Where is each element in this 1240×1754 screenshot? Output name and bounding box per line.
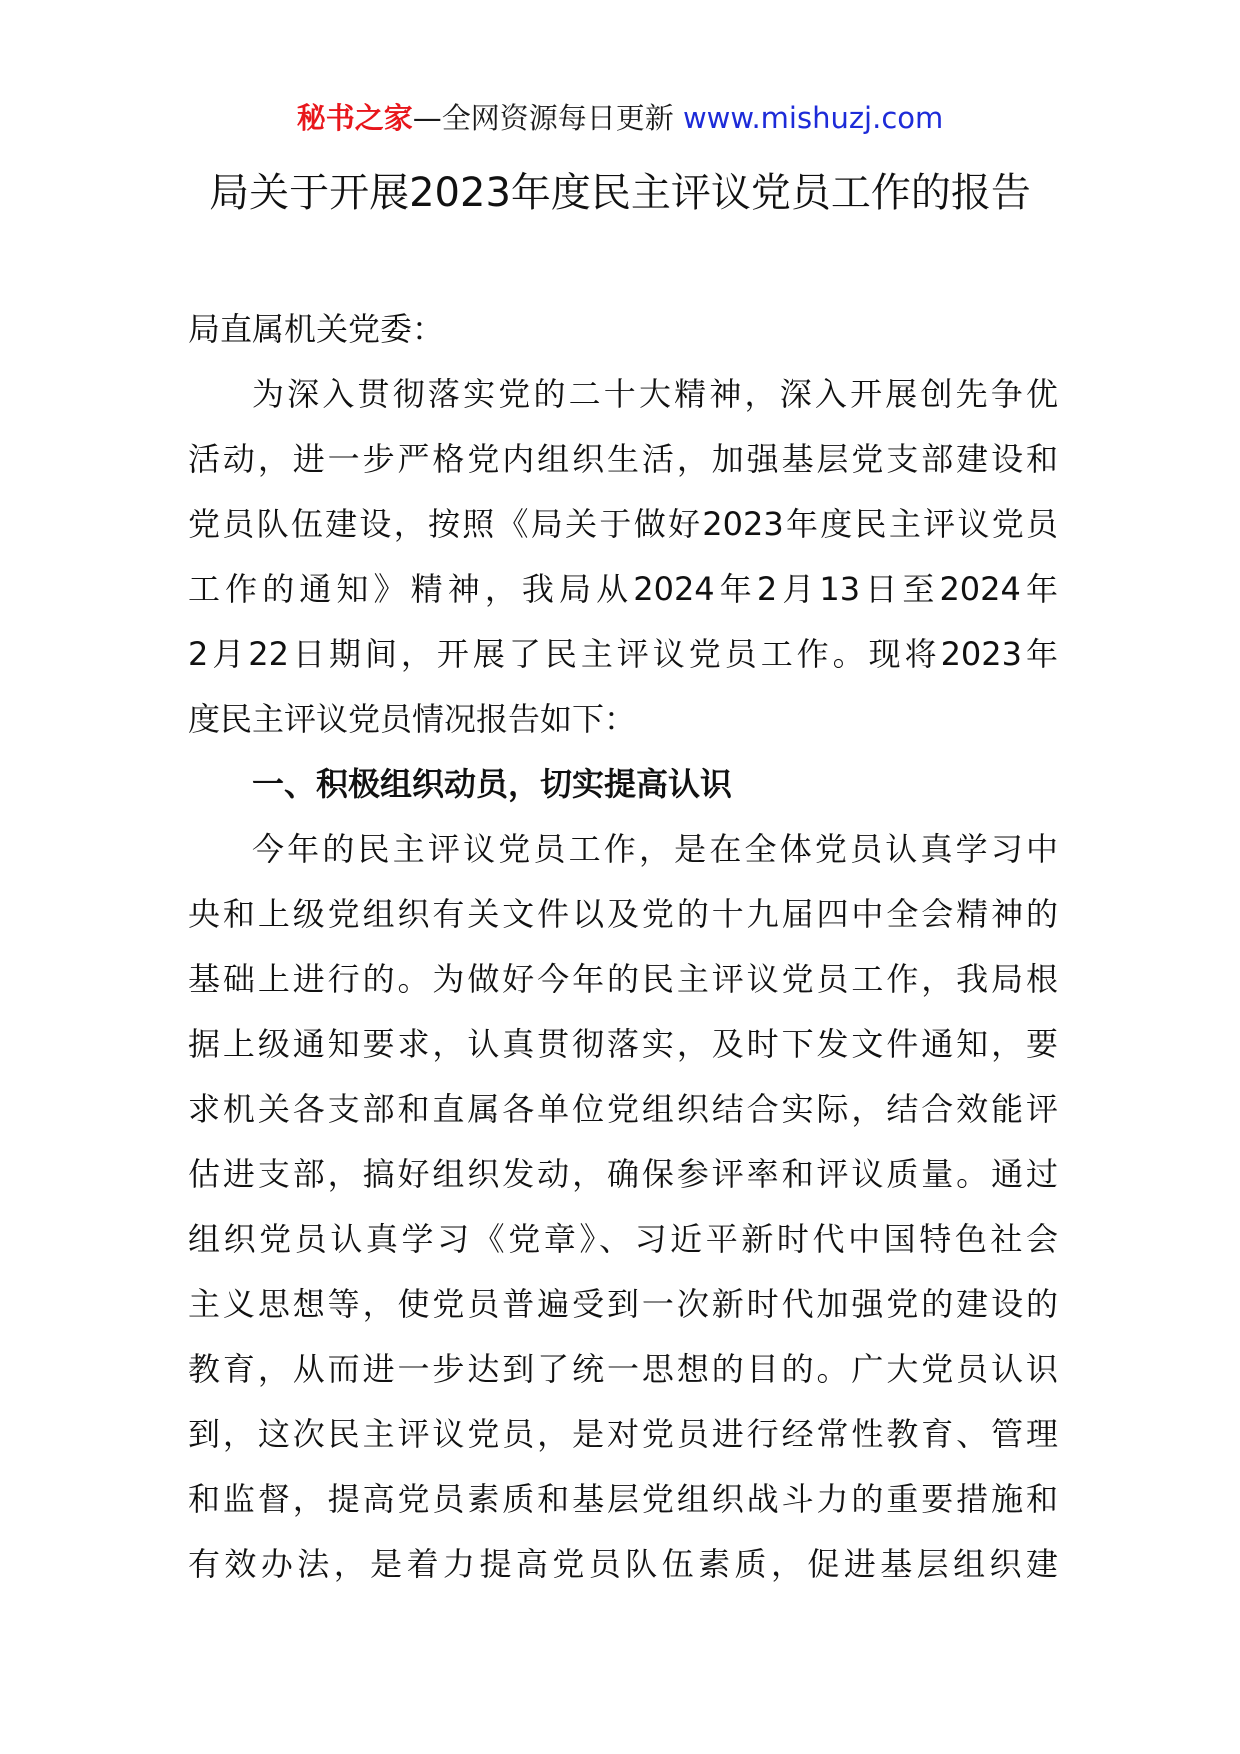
- paragraph-line: 估进支部，搞好组织发动，确保参评率和评议质量。通过: [188, 1155, 1058, 1193]
- document-title: 局关于开展2023年度民主评议党员工作的报告: [209, 170, 1031, 216]
- paragraph-line: 主义思想等，使党员普遍受到一次新时代加强党的建设的: [188, 1285, 1058, 1323]
- paragraph-line: 工作的通知》精神，我局从2024年2月13日至2024年: [188, 570, 1058, 608]
- salutation: 局直属机关党委：: [188, 310, 445, 348]
- paragraph-line: 据上级通知要求，认真贯彻落实，及时下发文件通知，要: [188, 1025, 1058, 1063]
- paragraph-line: 活动，进一步严格党内组织生活，加强基层党支部建设和: [188, 440, 1058, 478]
- paragraph-line: 和监督，提高党员素质和基层党组织战斗力的重要措施和: [188, 1480, 1058, 1518]
- paragraph-line: 党员队伍建设，按照《局关于做好2023年度民主评议党员: [188, 505, 1058, 543]
- paragraph-line: 教育，从而进一步达到了统一思想的目的。广大党员认识: [188, 1350, 1058, 1388]
- banner-brand: 秘书之家: [296, 101, 413, 135]
- paragraph-line: 央和上级党组织有关文件以及党的十九届四中全会精神的: [188, 895, 1058, 933]
- document-body: [188, 297, 1058, 1597]
- paragraph-line: 到，这次民主评议党员，是对党员进行经常性教育、管理: [188, 1415, 1058, 1453]
- paragraph-line: 度民主评议党员情况报告如下：: [188, 700, 637, 738]
- paragraph-line: 组织党员认真学习《党章》、习近平新时代中国特色社会: [188, 1220, 1058, 1258]
- site-banner: [0, 98, 1240, 138]
- paragraph-line: 今年的民主评议党员工作，是在全体党员认真学习中: [252, 830, 1058, 868]
- banner-tagline: —全网资源每日更新: [412, 101, 683, 135]
- paragraph-line: 为深入贯彻落实党的二十大精神，深入开展创先争优: [252, 375, 1058, 413]
- paragraph-line: 2月22日期间，开展了民主评议党员工作。现将2023年: [188, 635, 1058, 673]
- paragraph-line: 有效办法，是着力提高党员队伍素质，促进基层组织建: [188, 1545, 1058, 1583]
- paragraph-line: 求机关各支部和直属各单位党组织结合实际，结合效能评: [188, 1090, 1058, 1128]
- banner-url-link[interactable]: www.mishuzj.com: [682, 101, 944, 135]
- section-heading: 一、积极组织动员，切实提高认识: [252, 765, 733, 803]
- paragraph-line: 基础上进行的。为做好今年的民主评议党员工作，我局根: [188, 960, 1058, 998]
